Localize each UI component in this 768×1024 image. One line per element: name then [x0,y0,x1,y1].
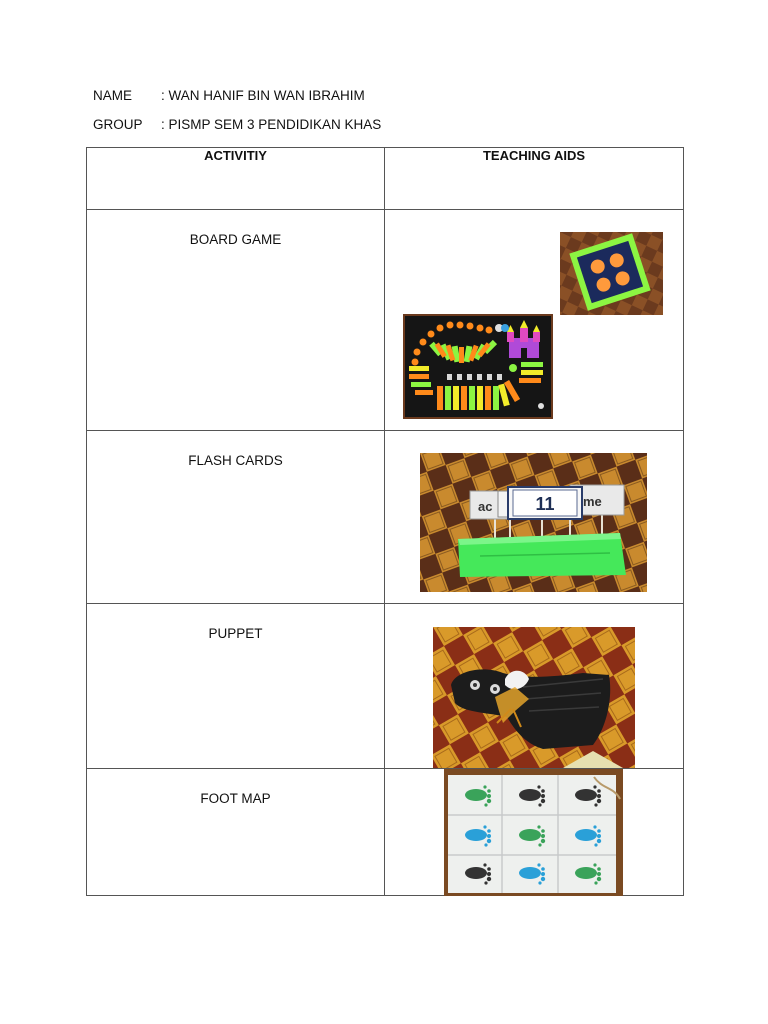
teaching-aids-cell [385,431,684,604]
group-value: : PISMP SEM 3 PENDIDIKAN KHAS [161,117,382,132]
table-row [87,604,684,769]
teaching-aids-cell [385,769,684,896]
flash-card-left-text: ac [478,499,493,514]
teaching-aids-cell [385,210,684,431]
table-row [87,769,684,896]
sock-puppet-photo [433,627,635,768]
flash-cards-photo [420,453,647,592]
activity-cell [87,604,385,769]
teaching-aids-cell [385,604,684,769]
activity-label: BOARD GAME [189,232,282,247]
foot-map-photo [444,769,623,896]
group-row [93,117,381,132]
flash-card-number: 11 [535,494,555,514]
activities-table [86,147,684,896]
activity-label: PUPPET [208,626,263,641]
name-value: : WAN HANIF BIN WAN IBRAHIM [161,88,365,103]
activity-label: FOOT MAP [200,791,271,806]
group-label: GROUP [93,117,143,132]
table-header-row [87,148,684,210]
column-header-activity: ACTIVITIY [87,148,385,210]
activity-cell [87,431,385,604]
name-row [93,88,365,103]
activity-label: FLASH CARDS [188,453,283,468]
activity-cell [87,210,385,431]
table-row [87,210,684,431]
name-label: NAME [93,88,133,103]
flash-card-right-text: me [583,494,602,509]
activity-cell [87,769,385,896]
table-row [87,431,684,604]
column-header-teaching-aids: TEACHING AIDS [385,148,684,210]
dice-photo [560,232,663,315]
board-game-photo [403,314,553,419]
